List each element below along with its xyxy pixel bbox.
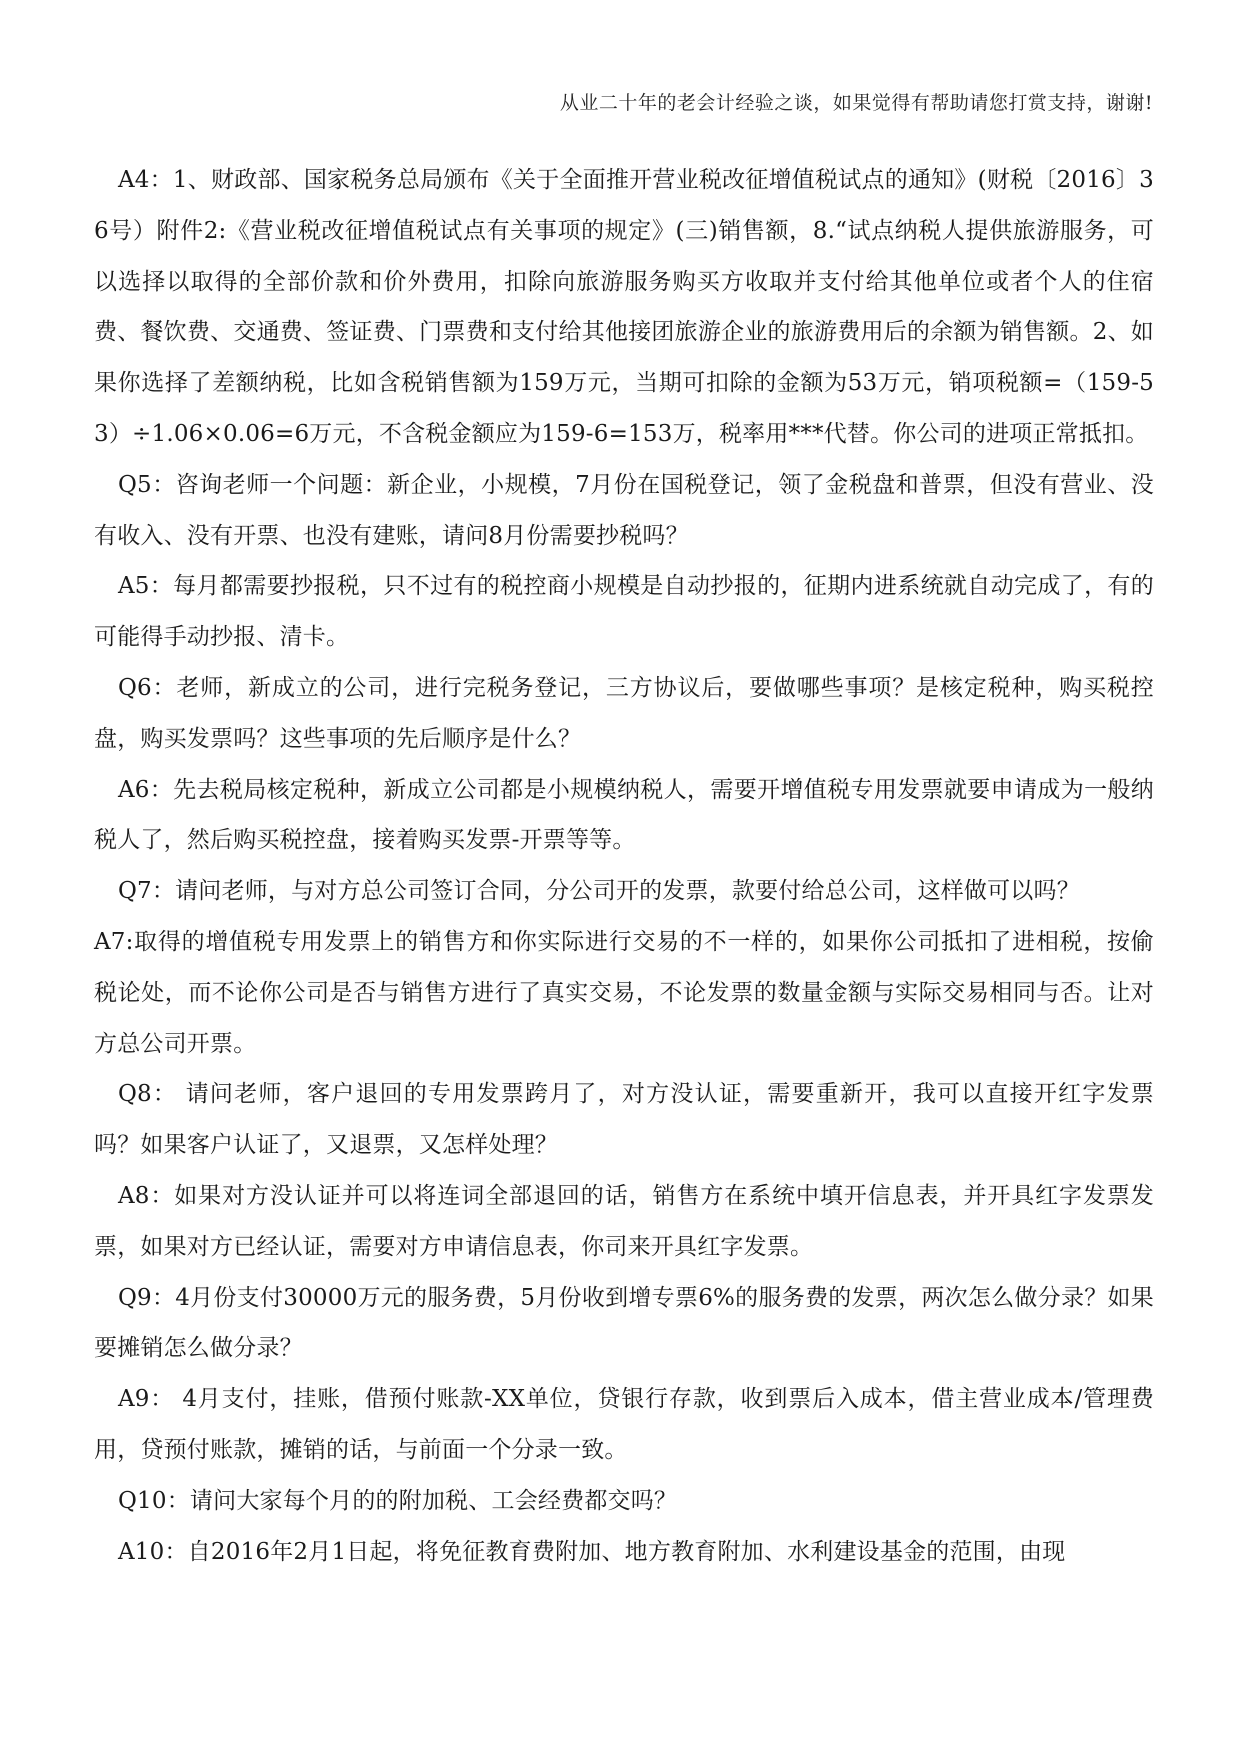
answer-paragraph-a4: A4：1、财政部、国家税务总局颁布《关于全面推开营业税改征增值税试点的通知》(财税〔2016〕36号）附件2:《营业税改征增值税试点有关事项的规定》(三)销售额，8.“试点纳税人提供旅游服务，可以选择以取得的全部价款和价外费用，扣除向旅游服务购买方收取并支付给其他单位或者个人的住宿费、餐饮费、交通费、签证费、门票费和支付给其他接团旅游企业的旅游费用后的余额为销售额。2、如果你选择了差额纳税，比如含税销售额为159万元，当期可扣除的金额为53万元，销项税额=（159-53）÷1.06×0.06=6万元，不含税金额应为159-6=153万，税率用***代替。你公司的进项正常抵扣。 (94, 167, 1154, 447)
question-paragraph-q8: Q8： 请问老师，客户退回的专用发票跨月了，对方没认证，需要重新开，我可以直接开红字发票吗？如果客户认证了，又退票，又怎样处理？ (94, 1081, 1154, 1159)
answer-paragraph-a9: A9： 4月支付，挂账，借预付账款-XX单位，贷银行存款，收到票后入成本，借主营业成本/管理费用，贷预付账款，摊销的话，与前面一个分录一致。 (94, 1386, 1154, 1463)
document-body (94, 155, 1154, 1577)
question-paragraph-q10: Q10：请问大家每个月的的附加税、工会经费都交吗？ (118, 1487, 678, 1514)
answer-paragraph-a8: A8：如果对方没认证并可以将连词全部退回的话，销售方在系统中填开信息表，并开具红字发票发票，如果对方已经认证，需要对方申请信息表，你司来开具红字发票。 (94, 1182, 1154, 1260)
answer-paragraph-a7: A7:取得的增值税专用发票上的销售方和你实际进行交易的不一样的，如果你公司抵扣了进相税，按偷税论处，而不论你公司是否与销售方进行了真实交易，不论发票的数量金额与实际交易相同与否。让对方总公司开票。 (94, 928, 1154, 1057)
page-header-note: 从业二十年的老会计经验之谈，如果觉得有帮助请您打赏支持，谢谢! (559, 92, 1153, 114)
question-paragraph-q5: Q5：咨询老师一个问题：新企业，小规模，7月份在国税登记，领了金税盘和普票，但没有营业、没有收入、没有开票、也没有建账，请问8月份需要抄税吗？ (94, 471, 1154, 549)
question-paragraph-q9: Q9：4月份支付30000万元的服务费，5月份收到增专票6%的服务费的发票，两次怎么做分录？如果要摊销怎么做分录？ (94, 1284, 1154, 1362)
question-paragraph-q6: Q6：老师，新成立的公司，进行完税务登记，三方协议后，要做哪些事项？是核定税种，购买税控盘，购买发票吗？这些事项的先后顺序是什么？ (94, 674, 1154, 752)
answer-paragraph-a6: A6：先去税局核定税种，新成立公司都是小规模纳税人，需要开增值税专用发票就要申请成为一般纳税人了，然后购买税控盘，接着购买发票-开票等等。 (94, 776, 1154, 854)
answer-paragraph-a5: A5：每月都需要抄报税，只不过有的税控商小规模是自动抄报的，征期内进系统就自动完成了，有的可能得手动抄报、清卡。 (94, 573, 1154, 651)
question-paragraph-q7: Q7：请问老师，与对方总公司签订合同，分公司开的发票，款要付给总公司，这样做可以吗？ (118, 878, 1080, 905)
answer-paragraph-a10: A10：自2016年2月1日起，将免征教育费附加、地方教育附加、水利建设基金的范围，由现 (118, 1538, 1066, 1565)
